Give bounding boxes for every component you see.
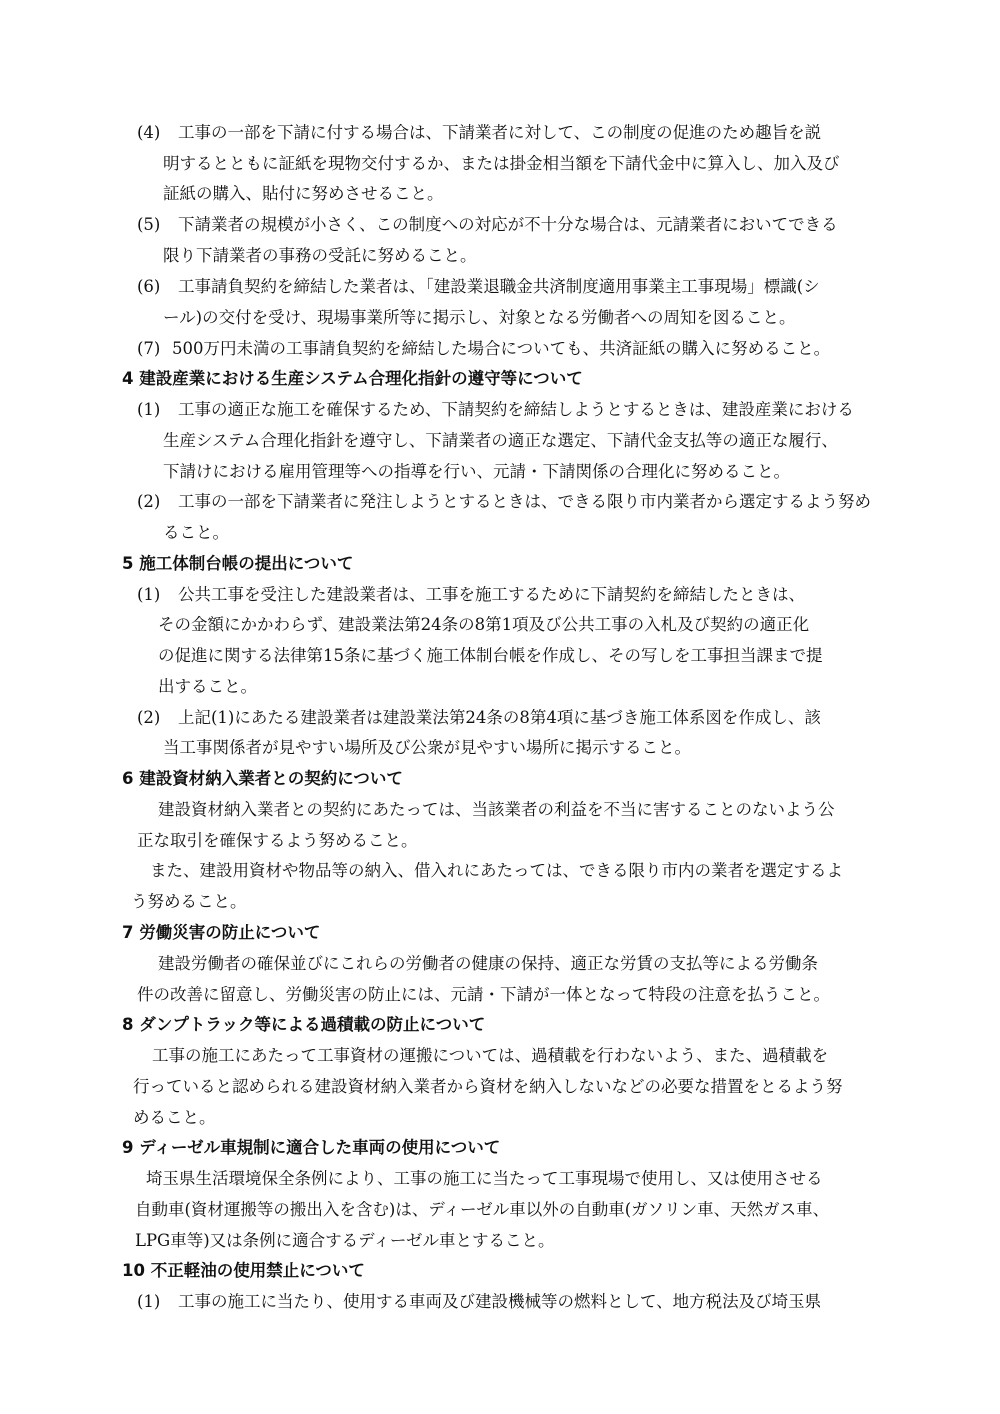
text-line: 工事の一部を下請業者に発注しようとするときは、できる限り市内業者から選定するよう努め: [178, 492, 871, 511]
text-line: 上記(1)にあたる建設業者は建設業法第24条の8第4項に基づき施工体系図を作成し、該: [178, 708, 821, 727]
text-line: の促進に関する法律第15条に基づく施工体制台帳を作成し、その写しを工事担当課まで提: [158, 646, 823, 665]
text-line: また、建設用資材や物品等の納入、借入れにあたっては、できる限り市内の業者を選定するよ: [150, 861, 843, 880]
text-line: 下請けにおける雇用管理等への指導を行い、元請・下請関係の合理化に努めること。: [163, 462, 790, 481]
item-number: (5): [137, 215, 161, 234]
text-line: 工事の施工にあたって工事資材の運搬については、過積載を行わないよう、また、過積載を: [152, 1046, 829, 1065]
text-line: LPG車等)又は条例に適合するディーゼル車とすること。: [135, 1231, 555, 1250]
text-line: 明するとともに証紙を現物交付するか、または掛金相当額を下請代金中に算入し、加入及び: [163, 154, 840, 173]
text-line: 工事の施工に当たり、使用する車両及び建設機械等の燃料として、地方税法及び埼玉県: [178, 1292, 822, 1311]
text-line: ること。: [163, 523, 229, 542]
section-heading: 4 建設産業における生産システム合理化指針の遵守等について: [122, 369, 583, 388]
text-line: 500万円未満の工事請負契約を締結した場合についても、共済証紙の購入に努めること。: [172, 339, 831, 358]
text-line: その金額にかかわらず、建設業法第24条の8第1項及び公共工事の入札及び契約の適正化: [158, 615, 810, 634]
item-number: (6): [137, 277, 161, 296]
text-line: 出すること。: [158, 677, 257, 696]
item-number: (1): [137, 400, 161, 419]
text-line: 下請業者の規模が小さく、この制度への対応が不十分な場合は、元請業者においてできる: [178, 215, 838, 234]
text-line: ール)の交付を受け、現場事業所等に掲示し、対象となる労働者への周知を図ること。: [163, 308, 796, 327]
item-number: (2): [137, 492, 161, 511]
section-heading: 9 ディーゼル車規制に適合した車両の使用について: [122, 1138, 501, 1157]
section-heading: 5 施工体制台帳の提出について: [122, 554, 354, 573]
item-number: (1): [137, 585, 161, 604]
text-line: 埼玉県生活環境保全条例により、工事の施工に当たって工事現場で使用し、又は使用させる: [146, 1169, 823, 1188]
section-heading: 7 労働災害の防止について: [122, 923, 321, 942]
item-number: (4): [137, 123, 161, 142]
item-number: (7): [137, 339, 161, 358]
text-line: めること。: [133, 1108, 216, 1127]
text-line: 公共工事を受注した建設業者は、工事を施工するために下請契約を締結したときは、: [178, 585, 805, 604]
text-line: 当工事関係者が見やすい場所及び公衆が見やすい場所に掲示すること。: [163, 738, 691, 757]
item-number: (2): [137, 708, 161, 727]
text-line: 限り下請業者の事務の受託に努めること。: [163, 246, 477, 265]
text-line: 工事の適正な施工を確保するため、下請契約を締結しようとするときは、建設産業における: [178, 400, 854, 419]
text-line: う努めること。: [131, 892, 247, 911]
text-line: 自動車(資材運搬等の搬出入を含む)は、ディーゼル車以外の自動車(ガソリン車、天然ガス車、: [135, 1200, 830, 1219]
section-heading: 8 ダンプトラック等による過積載の防止について: [122, 1015, 486, 1034]
text-line: 件の改善に留意し、労働災害の防止には、元請・下請が一体となって特段の注意を払うこと。: [137, 985, 830, 1004]
text-line: 工事請負契約を締結した業者は、「建設業退職金共済制度適用事業主工事現場」標識(シ: [178, 277, 820, 296]
text-line: 建設労働者の確保並びにこれらの労働者の健康の保持、適正な労賃の支払等による労働条: [158, 954, 818, 973]
section-heading: 6 建設資材納入業者との契約について: [122, 769, 403, 788]
text-line: 生産システム合理化指針を遵守し、下請業者の適正な選定、下請代金支払等の適正な履行、: [163, 431, 838, 450]
text-line: 行っていると認められる建設資材納入業者から資材を納入しないなどの必要な措置をとるよう努: [133, 1077, 843, 1096]
text-line: 工事の一部を下請に付する場合は、下請業者に対して、この制度の促進のため趣旨を説: [178, 123, 822, 142]
text-line: 証紙の購入、貼付に努めさせること。: [163, 184, 444, 203]
text-line: 正な取引を確保するよう努めること。: [137, 831, 418, 850]
section-heading: 10 不正軽油の使用禁止について: [122, 1261, 365, 1280]
item-number: (1): [137, 1292, 161, 1311]
text-line: 建設資材納入業者との契約にあたっては、当該業者の利益を不当に害することのないよう公: [158, 800, 835, 819]
